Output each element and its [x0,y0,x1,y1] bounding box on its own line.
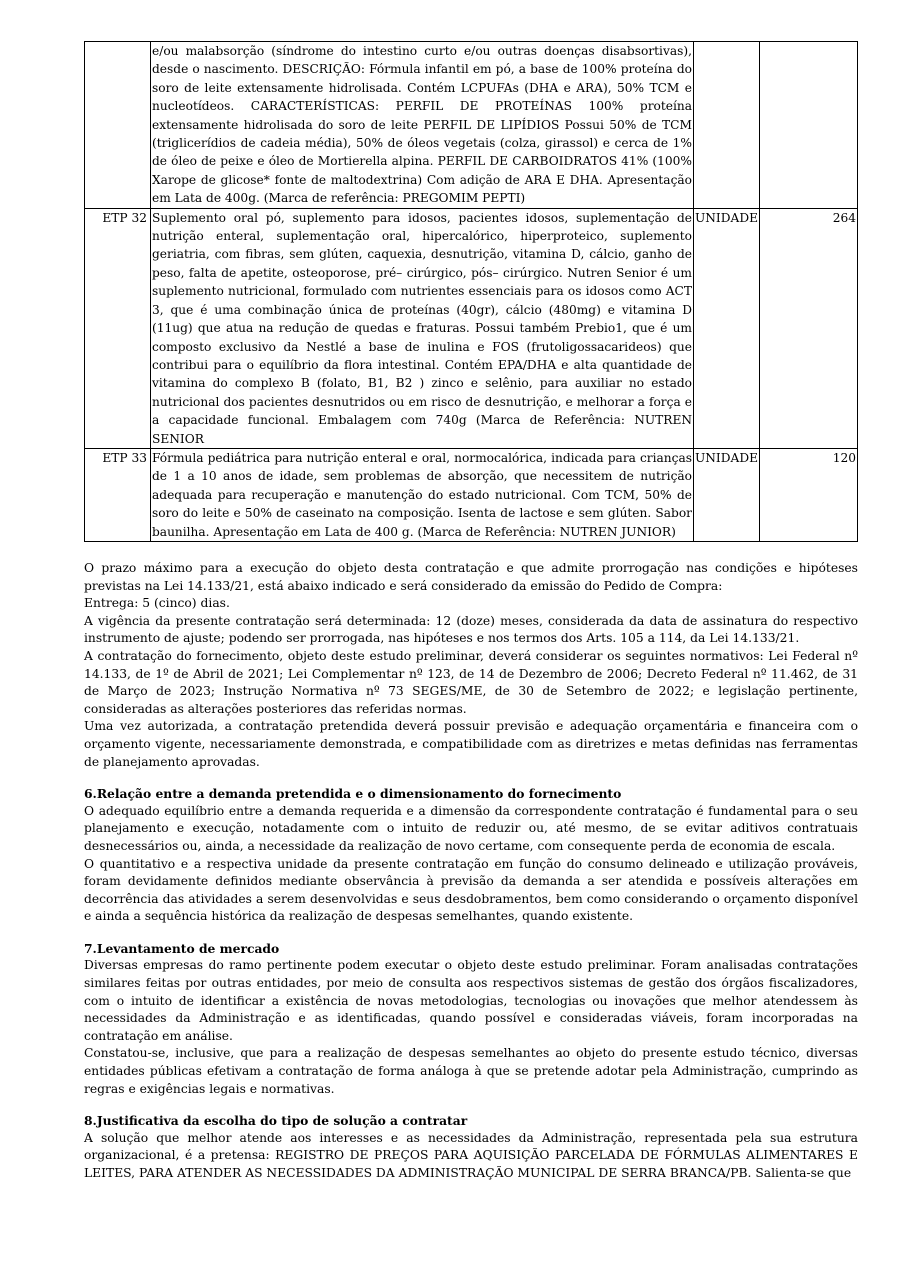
table-row [85,208,858,448]
section-7-heading: 7.Levantamento de mercado [84,940,280,956]
item-unit: UNIDADE [694,448,760,541]
item-description: Fórmula pediátrica para nutrição enteral e oral, normocalórica, indicada para crianças de 1 a 10 anos de idade, sem problemas de absorção, que necessitem de nutrição adequada para recuperação e manutenção do estado nutricional. Com TCM, 50% de soro do leite e 50% de caseinato na composição. Isenta de lactose e sem glúten. Sabor baunilha. Apresentação em Lata de 400 g. (Marca de Referência: NUTREN JUNIOR) [151,448,694,541]
paragraph-vigencia: A vigência da presente contratação será determinada: 12 (doze) meses, considerada da data de assinatura do respectivo instrumento de ajuste; podendo ser prorrogada, nas hipóteses e nos termos dos Arts. 105 a 114, da Lei 14.133/21. [84,613,858,646]
item-quantity: 120 [760,448,858,541]
item-code: ETP 33 [85,448,151,541]
paragraph-orcamento: Uma vez autorizada, a contratação pretendida deverá possuir previsão e adequação orçamentária e financeira com o orçamento vigente, necessariamente demonstrada, e compatibilidade com as diretrizes e metas definidas nas ferramentas de planejamento aprovadas. [84,719,858,769]
table-row [85,42,858,209]
item-quantity: 264 [760,208,858,448]
item-unit: UNIDADE [694,208,760,448]
items-table [84,41,858,542]
paragraph-prazo: O prazo máximo para a execução do objeto desta contratação e que admite prorrogação nas condições e hipóteses previstas na Lei 14.133/21, está abaixo indicado e será considerado da emissão do Pedido de Compra: [84,561,858,593]
section-7-paragraph: Diversas empresas do ramo pertinente podem executar o objeto deste estudo preliminar. Foram analisadas contratações similares feitas por outras entidades, por meio de consulta aos respectivos sistemas de gestão dos órgãos fiscalizadores, com o intuito de identificar a existência de novas metodologias, tecnologias ou inovações que melhor atendessem às necessidades da Administração e as identificadas, quando possível e consideradas viáveis, foram incorporadas na contratação em análise. [84,958,858,1043]
section-6-heading: 6.Relação entre a demanda pretendida e o dimensionamento do fornecimento [84,786,622,802]
item-unit [694,42,760,209]
document-body [84,560,858,1183]
section-6-paragraph: O quantitativo e a respectiva unidade da presente contratação em função do consumo delineado e utilização prováveis, foram devidamente definidos mediante observância à previsão da demanda a ser atendida e possíveis alterações em decorrência das atividades a serem desenvolvidas e seus desdobramentos, bem como considerando o orçamento disponível e ainda a sequência histórica da realização de despesas semelhantes, quando existente. [84,856,858,924]
section-6-paragraph: O adequado equilíbrio entre a demanda requerida e a dimensão da correspondente contratação é fundamental para o seu planejamento e execução, notadamente com o intuito de reduzir ou, até mesmo, de se evitar aditivos contratuais desnecessários ou, ainda, a necessidade da realização de novo certame, com consequente perda de economia de escala. [84,803,858,853]
item-description: e/ou malabsorção (síndrome do intestino curto e/ou outras doenças disabsortivas), desde o nascimento. DESCRIÇÃO: Fórmula infantil em pó, a base de 100% proteína do soro de leite extensamente hidrolisada. Contém LCPUFAs (DHA e ARA), 50% TCM e nucleotídeos. CARACTERÍSTICAS: PERFIL DE PROTEÍNAS 100% proteína extensamente hidrolisada do soro de leite PERFIL DE LIPÍDIOS Possui 50% de TCM (triglicerídios de cadeia média), 50% de óleos vegetais (colza, girassol) e cerca de 1% de óleo de peixe e óleo de Mortierella alpina. PERFIL DE CARBOIDRATOS 41% (100% Xarope de glicose* fonte de maltodextrina) Com adição de ARA E DHA. Apresentação em Lata de 400g. (Marca de referência: PREGOMIM PEPTI) [151,42,694,209]
item-code: ETP 32 [85,208,151,448]
item-description: Suplemento oral pó, suplemento para idosos, pacientes idosos, suplementação de nutrição enteral, suplementação oral, hipercalórico, hiperproteico, suplemento geriatria, com fibras, sem glúten, caquexia, desnutrição, vitamina D, cálcio, ganho de peso, falta de apetite, osteoporose, pré– cirúrgico, pós– cirúrgico. Nutren Senior é um suplemento nutricional, formulado com nutrientes essenciais para os idosos como ACT 3, que é uma combinação única de proteínas (40gr), cálcio (480mg) e vitamina D (11ug) que atua na redução de quedas e fraturas. Possui também Prebio1, que é um composto exclusivo da Nestlé a base de inulina e FOS (frutoligossacarideos) que contribui para o equilíbrio da flora intestinal. Contém EPA/DHA e alta quantidade de vitamina do complexo B (folato, B1, B2 ) zinco e selênio, para auxiliar no estado nutricional dos pacientes desnutridos ou em risco de desnutrição, e melhorar a força e a capacidade funcional. Embalagem com 740g (Marca de Referência: NUTREN SENIOR [151,208,694,448]
paragraph-normativos: A contratação do fornecimento, objeto deste estudo preliminar, deverá considerar os seguintes normativos: Lei Federal nº 14.133, de 1º de Abril de 2021; Lei Complementar nº 123, de 14 de Dezembro de 2006; Decreto Federal nº 11.462, de 31 de Março de 2023; Instrução Normativa nº 73 SEGES/ME, de 30 de Setembro de 2022; e legislação pertinente, consideradas as alterações posteriores das referidas normas. [84,648,858,716]
item-quantity [760,42,858,209]
table-row [85,448,858,541]
section-8-heading: 8.Justificativa da escolha do tipo de solução a contratar [84,1113,468,1129]
item-code [85,42,151,209]
section-7-paragraph: Constatou-se, inclusive, que para a realização de despesas semelhantes ao objeto do presente estudo técnico, diversas entidades públicas efetivam a contratação de forma análoga à que se pretende adotar pela Administração, cumprindo as regras e exigências legais e normativas. [84,1046,858,1096]
section-8-paragraph: A solução que melhor atende aos interesses e as necessidades da Administração, representada pela sua estrutura organizacional, é a pretensa: REGISTRO DE PREÇOS PARA AQUISIÇÃO PARCELADA DE FÓRMULAS ALIMENTARES E LEITES, PARA ATENDER AS NECESSIDADES DA ADMINISTRAÇÃO MUNICIPAL DE SERRA BRANCA/PB. Salienta-se que [84,1130,858,1180]
paragraph-entrega: Entrega: 5 (cinco) dias. [84,596,230,611]
